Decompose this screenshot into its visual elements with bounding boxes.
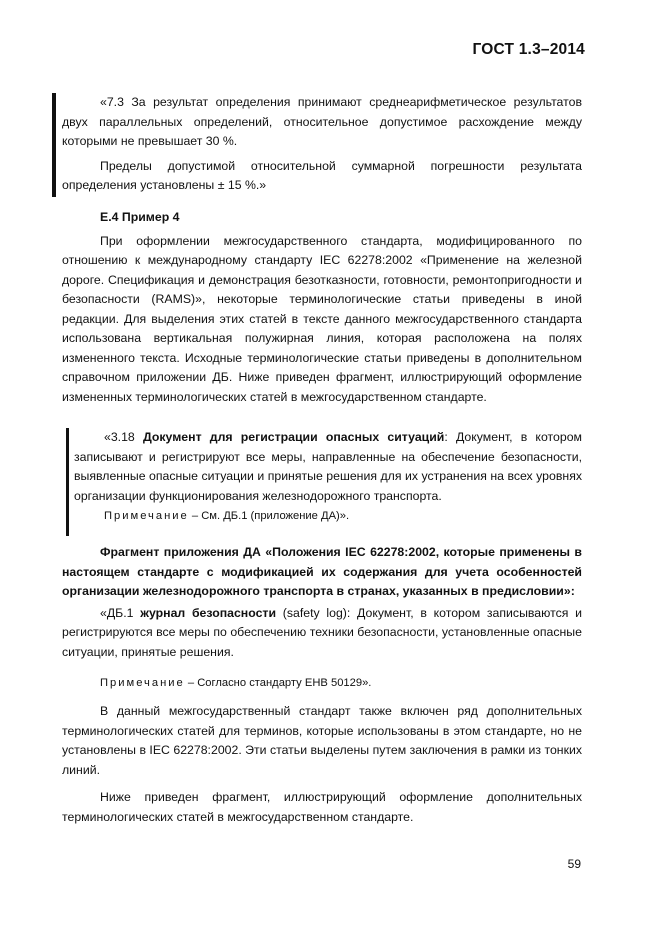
db1-text: (safety log): Документ, в котором записываются и регистрируются все меры по обеспечению техники безопасности, установленные опасные ситуации, принятые решения.: [62, 605, 582, 659]
term-number: «3.18: [104, 430, 143, 444]
term-3-18-block: [74, 428, 582, 527]
closing-paragraph-1: В данный межгосударственный стандарт также включен ряд дополнительных терминологических статей для терминов, которые использованы в этом стандарте, но не установлены в IEC 62278:2002. Эти статьи выделены путем заключения в рамки из тонких линий.: [62, 704, 582, 777]
section-paragraph: При оформлении межгосударственного стандарта, модифицированного по отношению к международному стандарту IEC 62278:2002 «Применение на железной дороге. Спецификация и демонстрация безотказности, готовности, ремонтопригодности и безопасности (RAMS)», некоторые терминологические статьи приведены в иной редакции. Для выделения этих статей в тексте данного межгосударственного стандарта использована вертикальная полужирная линия, которая расположена на полях измененного текста. Исходные терминологические статьи приведены в дополнительном справочном приложении ДБ. Ниже приведен фрагмент, иллюстрирующий оформление измененных терминологических статей в межгосударственном стандарте.: [62, 233, 582, 404]
db1-term: журнал безопасности: [140, 605, 277, 620]
db1-note: [62, 674, 582, 694]
db1-entry: [62, 604, 582, 663]
closing-section: [62, 702, 582, 827]
note-text: – См. ДБ.1 (приложение ДА)».: [188, 510, 350, 522]
db1-note-label: Примечание: [100, 677, 185, 689]
note-label: Примечание: [104, 510, 189, 522]
term-name: Документ для регистрации опасных ситуаций: [142, 430, 445, 444]
section-heading: Е.4 Пример 4: [100, 210, 180, 224]
change-bar-thick: [52, 93, 56, 197]
fragment-section: [62, 543, 582, 694]
modified-clause-block: [62, 93, 582, 196]
change-bar-term: [66, 428, 69, 536]
closing-paragraph-2: Ниже приведен фрагмент, иллюстрирующий оформление дополнительных терминологических статей в межгосударственном стандарте.: [62, 790, 582, 824]
document-code-header: ГОСТ 1.3–2014: [472, 41, 585, 58]
tolerance-paragraph: Пределы допустимой относительной суммарной погрешности результата определения установлены ± 15 %.»: [62, 158, 582, 192]
page-number: 59: [567, 857, 581, 871]
clause-7-3-paragraph: «7.3 За результат определения принимают среднеарифметическое результатов двух параллельных определений, относительное допустимое расхождение между которыми не превышает 30 %.: [62, 95, 582, 148]
db1-number: «ДБ.1: [100, 605, 141, 620]
example-4-section: [62, 208, 582, 407]
term-3-18-entry: [74, 428, 582, 506]
fragment-heading: Фрагмент приложения ДА «Положения IEC 62278:2002, которые применены в настоящем стандарте с модификацией их содержания для учета особенностей организации железнодорожного транспорта в странах, указанных в предисловии»:: [62, 545, 582, 598]
db1-note-text: – Согласно стандарту ЕНВ 50129».: [184, 677, 372, 689]
term-note: [74, 507, 582, 527]
term-definition: : Документ, в котором записывают и регистрируют все меры, направленные на обеспечение безопасности, выявленные опасные ситуации и принятые решения для их устранения на всех уровнях организации функционирования железнодорожного транспорта.: [74, 430, 582, 503]
